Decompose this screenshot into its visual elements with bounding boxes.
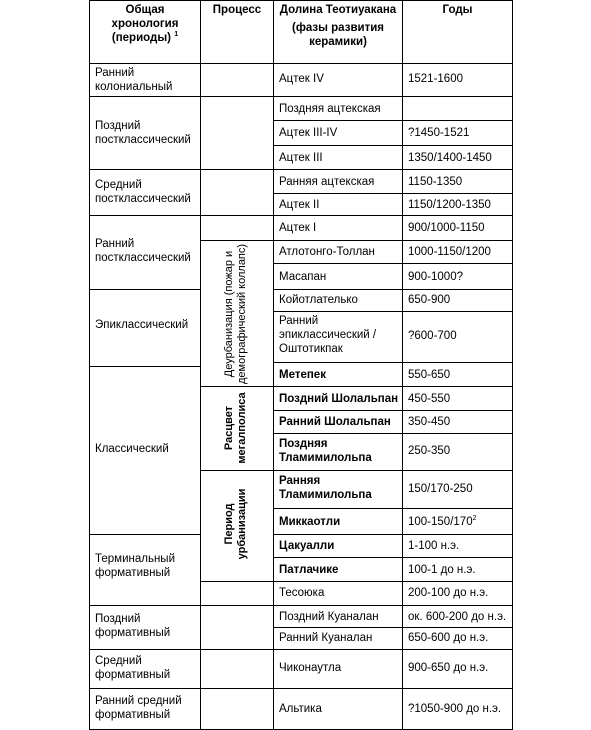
row-divider: [200, 240, 274, 241]
phase-name: Цакуалли: [279, 540, 335, 552]
phase-years: 1521-1600: [408, 73, 463, 85]
process-megalopolis: [223, 388, 251, 468]
phase-name: Чиконаутла: [279, 662, 342, 674]
period-label: Средний: [95, 655, 142, 667]
phase-name: Патлачике: [279, 564, 339, 576]
header-divider: [89, 63, 513, 64]
row-divider: [273, 145, 513, 146]
period-cell: [95, 178, 191, 206]
period-label: Поздний: [95, 120, 141, 132]
table-border-left: [89, 0, 90, 730]
phase-name: Ацтек III-IV: [279, 127, 338, 139]
header-valley-line: Долина Теотиуакана: [279, 4, 397, 16]
phase-name: [279, 314, 376, 356]
phase-years: 1000-1150/1200: [408, 246, 491, 258]
phase-name: Поздний Шолальпан: [279, 393, 399, 405]
phase-name: Атлотонго-Толлан: [279, 246, 375, 258]
phase-name: Ацтек III: [279, 152, 323, 164]
row-divider: [273, 263, 513, 264]
period-cell: [95, 612, 170, 640]
phase-name: Поздний Куаналан: [279, 611, 379, 623]
period-cell: [95, 119, 191, 147]
phase-name: Ацтек IV: [279, 73, 324, 85]
phase-years: 100-1 до н.э.: [408, 564, 476, 576]
phase-name: Койотлателько: [279, 294, 358, 306]
row-divider: [200, 470, 274, 471]
column-divider: [402, 0, 403, 730]
period-label: Ранний: [95, 67, 135, 79]
period-label: формативный: [95, 567, 171, 579]
period-label: Ранний средний: [95, 695, 182, 707]
phase-years: 900-1000?: [408, 271, 463, 283]
period-label: Средний: [95, 179, 142, 191]
phase-years: 250-350: [408, 445, 451, 457]
row-divider: [273, 581, 513, 582]
phase-years: ?1450-1521: [408, 127, 470, 139]
phase-name: [279, 474, 372, 502]
phase-years: 200-100 до н.э.: [408, 587, 489, 599]
column-divider: [273, 0, 274, 730]
row-divider: [273, 120, 513, 121]
row-divider: [89, 289, 201, 290]
process-deurbanization: [223, 244, 251, 384]
row-divider: [89, 366, 201, 367]
period-cell: Эпиклассический: [95, 319, 189, 331]
phase-name-line: Тламимилольпа: [279, 452, 372, 464]
phase-name: Ранний Шолальпан: [279, 416, 391, 428]
table-border-top: [89, 0, 513, 1]
phase-years: ?600-700: [408, 330, 457, 342]
process-label: урбанизации: [236, 488, 248, 560]
row-divider: [273, 193, 513, 194]
period-label: Ранний: [95, 238, 135, 250]
phase-years: 350-450: [408, 416, 451, 428]
period-cell: [95, 654, 170, 682]
row-divider: [89, 605, 513, 606]
phase-name: Метепек: [279, 369, 326, 381]
phase-years: 550-650: [408, 369, 451, 381]
row-divider: [89, 649, 513, 650]
phase-name: Ранний Куаналан: [279, 632, 373, 644]
phase-years: 650-600 до н.э.: [408, 632, 489, 644]
row-divider: [273, 557, 513, 558]
phase-name: Миккаотли: [279, 516, 341, 528]
row-divider: [273, 627, 513, 628]
row-divider: [89, 534, 201, 535]
column-divider: [200, 0, 201, 730]
row-divider: [89, 169, 513, 170]
table-border-right: [512, 0, 513, 730]
header-valley: [274, 3, 402, 49]
period-cell: Классический: [95, 443, 169, 455]
row-divider: [273, 410, 513, 411]
phase-name: [279, 437, 372, 465]
phase-years: ?1050-900 до н.э.: [408, 703, 502, 715]
phase-years: ок. 600-200 до н.э.: [408, 611, 507, 623]
row-divider: [89, 215, 513, 216]
period-label: формативный: [95, 709, 171, 721]
phase-name-line: Тламимилольпа: [279, 489, 372, 501]
period-label: постклассический: [95, 252, 191, 264]
phase-years: 1150-1350: [408, 176, 463, 188]
period-cell: [95, 694, 182, 722]
header-process: Процесс: [212, 4, 262, 16]
phase-name: Тесоюка: [279, 587, 325, 599]
header-periods: [90, 3, 200, 45]
row-divider: [273, 508, 513, 509]
phase-name-line: Оштотикпак: [279, 343, 343, 355]
period-label: колониальный: [95, 81, 173, 93]
row-divider: [273, 534, 513, 535]
header-periods-line: Общая: [125, 4, 165, 16]
header-periods-line: хронология: [111, 18, 179, 30]
phase-years: 900-650 до н.э.: [408, 662, 489, 674]
process-label: Расцвет: [223, 405, 235, 451]
phase-name: Ранняя ацтекская: [279, 176, 375, 188]
row-divider: [200, 386, 274, 387]
period-label: формативный: [95, 627, 171, 639]
phase-years: 1-100 н.э.: [408, 540, 460, 552]
phase-name: Ацтек II: [279, 199, 320, 211]
header-years: Годы: [442, 4, 473, 16]
period-label: Поздний: [95, 613, 141, 625]
process-label: демографический коллапс): [236, 243, 248, 384]
row-divider: [273, 433, 513, 434]
row-divider: [89, 96, 513, 97]
header-valley-line: керамики): [309, 36, 367, 48]
phase-name: Альтика: [279, 703, 322, 715]
phase-years: 650-900: [408, 294, 451, 306]
footnote-marker: 1: [174, 31, 179, 39]
phase-name-line: эпиклассический /: [279, 329, 377, 341]
process-urbanization: [223, 479, 251, 569]
period-cell: [95, 552, 175, 580]
row-divider: [273, 289, 513, 290]
phase-years: 900/1000-1150: [408, 222, 485, 234]
row-divider: [273, 362, 513, 363]
phase-name: Поздняя ацтекская: [279, 103, 381, 115]
header-periods-text: (периоды): [111, 32, 171, 44]
row-divider: [273, 470, 513, 471]
row-divider: [200, 581, 274, 582]
phase-years: 1350/1400-1450: [408, 152, 492, 164]
phase-years: 450-550: [408, 393, 451, 405]
process-label: Деурбанизация (пожар и: [223, 250, 235, 378]
row-divider: [273, 386, 513, 387]
header-valley-line: (фазы развития: [292, 22, 384, 34]
period-cell: [95, 237, 191, 265]
phase-name: Ацтек I: [279, 222, 317, 234]
phase-name-line: Ранний: [279, 315, 319, 327]
process-label: мегалполиса: [236, 392, 248, 464]
period-label: постклассический: [95, 193, 191, 205]
header-periods-line: [90, 31, 200, 45]
phase-years: [408, 515, 477, 529]
row-divider: [273, 311, 513, 312]
period-label: постклассический: [95, 134, 191, 146]
row-divider: [273, 240, 513, 241]
process-label: Период: [223, 503, 235, 545]
period-label: Терминальный: [95, 553, 175, 565]
phase-years: 1150/1200-1350: [408, 199, 491, 211]
phase-name-line: Ранняя: [279, 475, 321, 487]
period-cell: [95, 66, 172, 94]
phase-name: Масапан: [279, 271, 327, 283]
phase-years-text: 100-150/170: [408, 516, 473, 528]
phase-name-line: Поздняя: [279, 438, 328, 450]
phase-years: 150/170-250: [408, 483, 473, 495]
footnote-marker: 2: [472, 515, 477, 523]
period-label: формативный: [95, 669, 171, 681]
row-divider: [89, 688, 513, 689]
